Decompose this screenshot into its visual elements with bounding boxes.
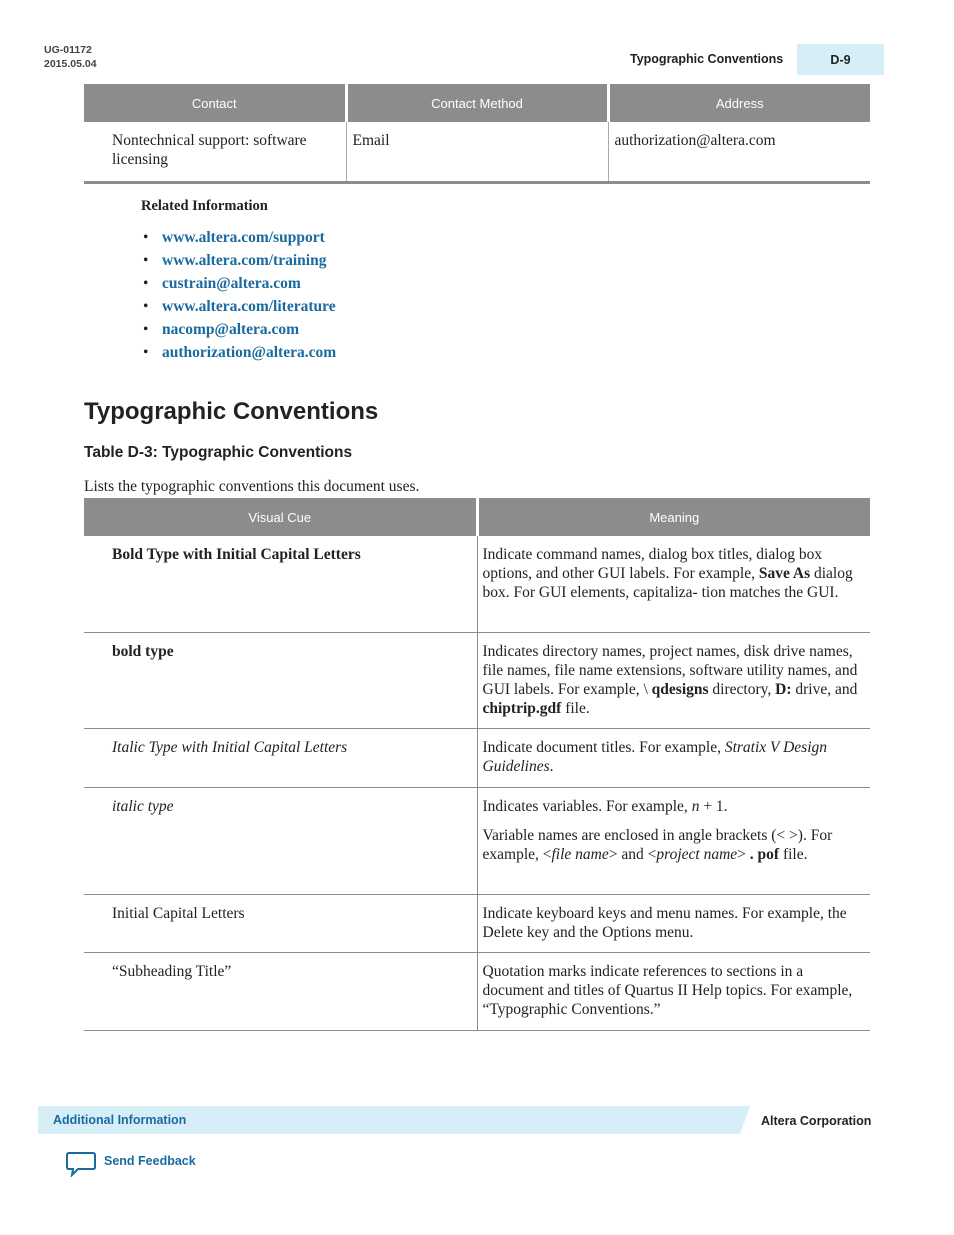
italic-run: Stratix V Design Guidelines [482, 738, 828, 775]
table-cell: authorization@altera.com [608, 122, 870, 183]
text-run: directory, [708, 680, 776, 698]
bold-run: Save As [758, 565, 811, 582]
meaning-text [483, 642, 863, 718]
send-feedback-link[interactable]: Send Feedback [104, 1154, 196, 1168]
text-run: Indicates variables. For example, [482, 797, 692, 815]
meaning-text [483, 738, 863, 776]
visual-cue-cell: Initial Capital Letters [84, 894, 477, 952]
typo-table-header [84, 498, 870, 536]
footer-chapter[interactable]: Additional Information [53, 1113, 187, 1127]
related-link[interactable]: • www.altera.com/training [143, 249, 336, 272]
table-row [84, 728, 870, 787]
meaning-text [483, 826, 863, 864]
table-caption: Table D-3: Typographic Conventions [84, 444, 353, 461]
related-links-list [143, 226, 336, 364]
related-link[interactable]: • www.altera.com/support [143, 226, 336, 249]
meaning-text [483, 797, 863, 816]
visual-cue-cell: bold type [84, 632, 477, 728]
table-cell: Nontechnical support: software licensing [84, 122, 346, 183]
meaning-cell [477, 787, 870, 894]
text-run: > and < [608, 845, 657, 863]
meaning-cell [477, 728, 870, 787]
column-header: Contact Method [346, 84, 608, 122]
related-info-title: Related Information [141, 198, 268, 214]
text-run: file. [779, 845, 808, 863]
visual-cue-cell: Bold Type with Initial Capital Letters [84, 536, 477, 632]
bold-run: qdesigns [651, 680, 709, 698]
meaning-cell: Quotation marks indicate references to sections in a document and titles of Quartus II Help topics. For example, “Typographic Conventions.” [477, 952, 870, 1030]
bold-run: D: [775, 680, 792, 698]
text-run: Variable names are enclosed in angle brackets (< >). For example, < [482, 826, 833, 863]
doc-date: 2015.05.04 [44, 58, 97, 70]
text-run: file. [561, 699, 590, 717]
related-link[interactable]: • www.altera.com/literature [143, 295, 336, 318]
column-header: Contact [84, 84, 346, 122]
visual-cue-cell: Italic Type with Initial Capital Letters [84, 728, 477, 787]
bold-run: . pof [749, 845, 780, 863]
page-number: D-9 [797, 44, 884, 75]
text-run: Indicate document titles. For example, [482, 738, 725, 756]
italic-run: n [691, 797, 700, 815]
doc-id: UG-01172 [44, 44, 92, 56]
table-row [84, 122, 870, 183]
table-row [84, 632, 870, 728]
table-row [84, 787, 870, 894]
related-link[interactable]: • custrain@altera.com [143, 272, 336, 295]
table-description: Lists the typographic conventions this document uses. [84, 478, 420, 495]
feedback-bubble-icon[interactable] [66, 1151, 96, 1177]
contact-table-header [84, 84, 870, 122]
doc-id-block [44, 43, 97, 71]
visual-cue-cell: “Subheading Title” [84, 952, 477, 1030]
text-run: + 1. [699, 797, 728, 815]
section-title: Typographic Conventions [84, 398, 379, 425]
bold-run: chiptrip.gdf [482, 699, 562, 717]
text-run: drive, and [791, 680, 858, 698]
meaning-cell [477, 536, 870, 632]
italic-run: project name [656, 845, 738, 863]
related-link[interactable]: • authorization@altera.com [143, 341, 336, 364]
text-run: > [737, 845, 750, 863]
meaning-cell [477, 632, 870, 728]
typographic-conventions-table [84, 498, 870, 1031]
table-row [84, 952, 870, 1030]
footer-company: Altera Corporation [761, 1114, 872, 1128]
related-link[interactable]: • nacomp@altera.com [143, 318, 336, 341]
italic-run: file name [551, 845, 609, 863]
text-run: dialog box. For GUI elements, capitaliza- tion matches the GUI. [482, 565, 853, 601]
table-row [84, 536, 870, 632]
text-run: Indicate command names, dialog box titles, dialog box options, and other GUI labels. For example, [482, 546, 823, 582]
table-cell: Email [346, 122, 608, 183]
running-header-title: Typographic Conventions [630, 52, 784, 66]
meaning-text [483, 545, 863, 602]
contact-table [84, 84, 870, 184]
text-run: . [549, 757, 554, 775]
visual-cue-cell: italic type [84, 787, 477, 894]
column-header: Address [608, 84, 870, 122]
table-row [84, 894, 870, 952]
text-run: Indicates directory names, project names, disk drive names, file names, file name extensions, software utility names, and GUI labels. For example, \ [482, 642, 858, 698]
column-header: Visual Cue [84, 498, 477, 536]
column-header: Meaning [477, 498, 870, 536]
meaning-cell: Indicate keyboard keys and menu names. For example, the Delete key and the Options menu. [477, 894, 870, 952]
